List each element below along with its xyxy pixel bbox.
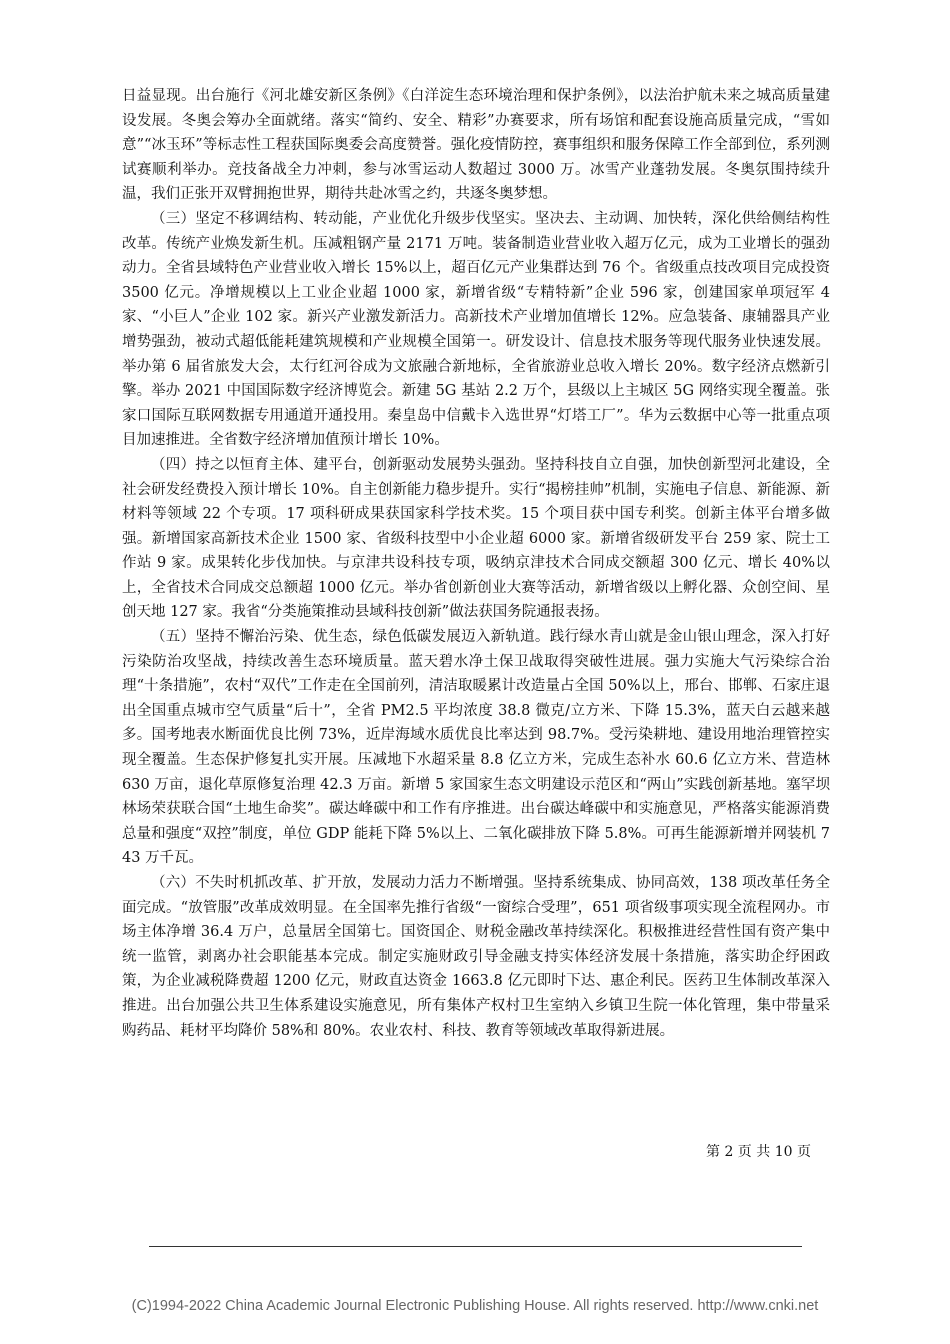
paragraph-3: （四）持之以恒育主体、建平台，创新驱动发展势头强劲。坚持科技自立自强，加快创新型河北建设，全社会研发经费投入预计增长 10%。自主创新能力稳步提升。实行“揭榜挂帅”机制，实施电子信息、新能源、新材料等领域 22 个专项。17 项科研成果获国家科学技术奖。15 个项目获中国专利奖。创新主体平台增多做强。新增国家高新技术企业 1500 家、省级科技型中小企业超 6000 家。新增省级研发平台 259 家、院士工作站 9 家。成果转化步伐加快。与京津共设科技专项，吸纳京津技术合同成交额超 300 亿元、增长 40%以上，全省技术合同成交总额超 1000 亿元。举办省创新创业大赛等活动，新增省级以上孵化器、众创空间、星创天地 127 家。我省“分类施策推动县域科技创新”做法获国务院通报表扬。	[122, 456, 830, 621]
footer-divider	[149, 1246, 802, 1247]
paragraph-4: （五）坚持不懈治污染、优生态，绿色低碳发展迈入新轨道。践行绿水青山就是金山银山理念，深入打好污染防治攻坚战，持续改善生态环境质量。蓝天碧水净土保卫战取得突破性进展。强力实施大气污染综合治理“十条措施”，农村“双代”工作走在全国前列，清洁取暖累计改造量占全国 50%以上，邢台、邯郸、石家庄退出全国重点城市空气质量“后十”，全省 PM2.5 平均浓度 38.8 微克/立方米、下降 15.3%，蓝天白云越来越多。国考地表水断面优良比例 73%，近岸海域水质优良比率达到 98.7%。受污染耕地、建设用地治理管控实现全覆盖。生态保护修复扎实开展。压减地下水超采量 8.8 亿立方米，完成生态补水 60.6 亿立方米、营造林 630 万亩，退化草原修复治理 42.3 万亩。新增 5 家国家生态文明建设示范区和“两山”实践创新基地。塞罕坝林场荣获联合国“土地生命奖”。碳达峰碳中和工作有序推进。出台碳达峰碳中和实施意见，严格落实能源消费总量和强度“双控”制度，单位 GDP 能耗下降 5%以上、二氧化碳排放下降 5.8%。可再生能源新增并网装机 743 万千瓦。	[122, 629, 830, 867]
paragraph-5: （六）不失时机抓改革、扩开放，发展动力活力不断增强。坚持系统集成、协同高效，138 项改革任务全面完成。“放管服”改革成效明显。在全国率先推行省级“一窗综合受理”，651 项省级事项实现全流程网办。市场主体净增 36.4 万户，总量居全国第七。国资国企、财税金融改革持续深化。积极推进经营性国有资产集中统一监管，剥离办社会职能基本完成。制定实施财政引导金融支持实体经济发展十条措施，落实助企纾困政策，为企业减税降费超 1200 亿元，财政直达资金 1663.8 亿元即时下达、惠企利民。医药卫生体制改革深入推进。出台加强公共卫生体系建设实施意见，所有集体产权村卫生室纳入乡镇卫生院一体化管理，集中带量采购药品、耗材平均降价 58%和 80%。农业农村、科技、教育等领域改革取得新进展。	[122, 875, 830, 1039]
paragraph-2: （三）坚定不移调结构、转动能，产业优化升级步伐坚实。坚决去、主动调、加快转，深化供给侧结构性改革。传统产业焕发新生机。压减粗钢产量 2171 万吨。装备制造业营业收入超万亿元，成为工业增长的强劲动力。全省县域特色产业营业收入增长 15%以上，超百亿元产业集群达到 76 个。省级重点技改项目完成投资 3500 亿元。净增规模以上工业企业超 1000 家，新增省级“专精特新”企业 596 家，创建国家单项冠军 4 家、“小巨人”企业 102 家。新兴产业激发新活力。高新技术产业增加值增长 12%。应急装备、康辅器具产业增势强劲，被动式超低能耗建筑规模和产业规模全国第一。研发设计、信息技术服务等现代服务业快速发展。举办第 6 届省旅发大会，太行红河谷成为文旅融合新地标，全省旅游业总收入增长 20%。数字经济点燃新引擎。举办 2021 中国国际数字经济博览会。新建 5G 基站 2.2 万个，县级以上主城区 5G 网络实现全覆盖。张家口国际互联网数据专用通道开通投用。秦皇岛中信戴卡入选世界“灯塔工厂”。华为云数据中心等一批重点项目加速推进。全省数字经济增加值预计增长 10%。	[122, 210, 830, 449]
copyright-notice: (C)1994-2022 China Academic Journal Electronic Publishing House. All rights reserved. http://www.cnki.net	[131, 1298, 819, 1314]
page-number: 第 2 页 共 10 页	[706, 1144, 811, 1160]
document-body	[122, 84, 830, 1043]
paragraph-1: 日益显现。出台施行《河北雄安新区条例》《白洋淀生态环境治理和保护条例》，以法治护航未来之城高质量建设发展。冬奥会筹办全面就绪。落实“简约、安全、精彩”办赛要求，所有场馆和配套设施高质量完成，“雪如意”“冰玉环”等标志性工程获国际奥委会高度赞誉。强化疫情防控，赛事组织和服务保障工作全部到位，系列测试赛顺利举办。竞技备战全力冲刺，参与冰雪运动人数超过 3000 万。冰雪产业蓬勃发展。冬奥氛围持续升温，我们正张开双臂拥抱世界，期待共赴冰雪之约，共逐冬奥梦想。	[122, 88, 830, 203]
